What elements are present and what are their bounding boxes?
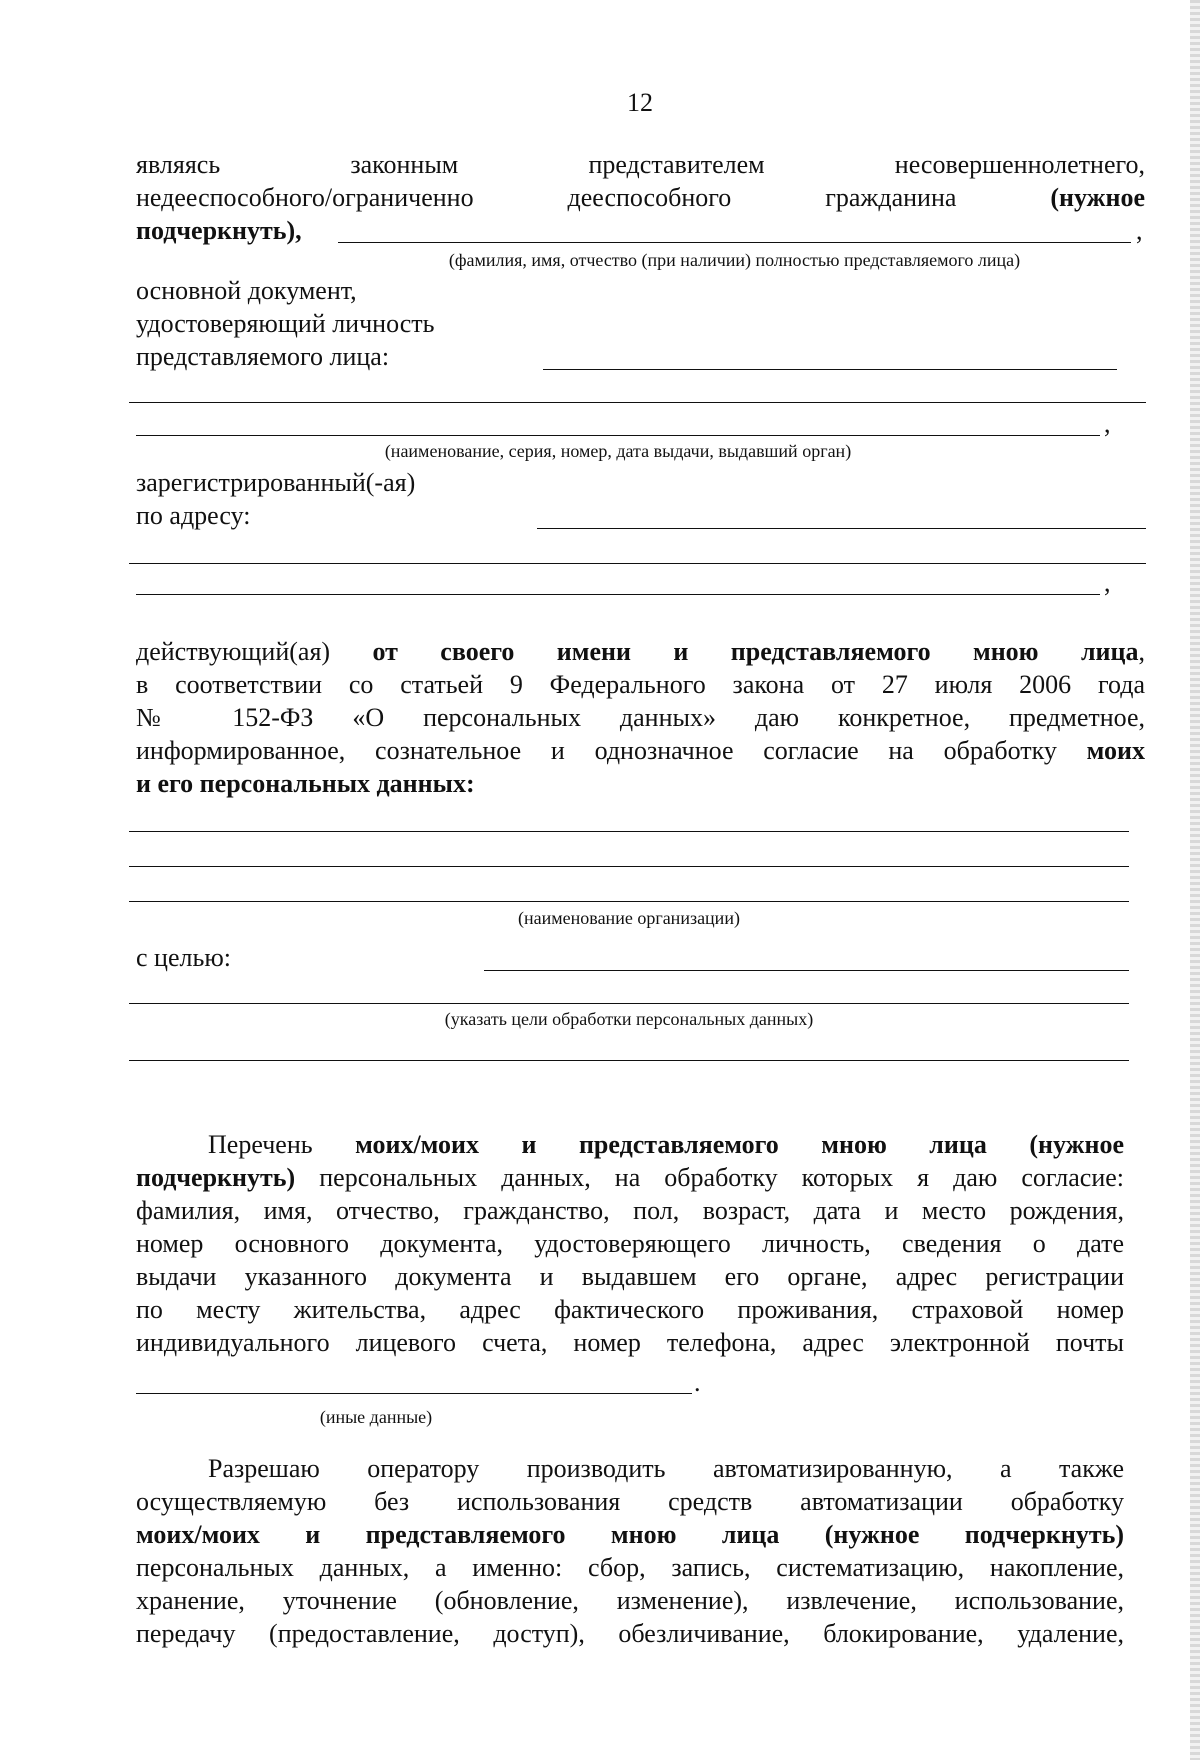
word: несовершеннолетнего,: [894, 150, 1145, 179]
word: гражданина: [825, 183, 957, 212]
doc-field-line2[interactable]: [129, 402, 1146, 403]
permit-line6: передачу (предоставление, доступ), обезличивание, блокирование, удаление,: [136, 1619, 1124, 1648]
para1-line2: [136, 181, 1145, 214]
doc-trailing-comma: ,: [1104, 409, 1111, 438]
doc-label-line3: представляемого лица:: [136, 342, 390, 371]
word: представителем: [588, 150, 765, 179]
list-line5: выдачи указанного документа и выдавшем его органе, адрес регистрации: [136, 1262, 1124, 1291]
word: дееспособного: [567, 183, 732, 212]
purpose-field-line1[interactable]: [484, 970, 1129, 971]
word: действующий(ая): [136, 637, 331, 666]
other-data-caption: (иные данные): [319, 1407, 433, 1427]
permit-line3: моих/моих и представляемого мною лица (нужное подчеркнуть): [136, 1520, 1124, 1549]
permit-line4: персональных данных, а именно: сбор, запись, систематизацию, накопление,: [136, 1553, 1124, 1582]
bold-word: подчеркнуть): [136, 1163, 296, 1192]
para1-bold-underline-note: подчеркнуть),: [136, 216, 302, 245]
list-line2: [136, 1161, 1124, 1194]
purpose-label: с целью:: [136, 943, 231, 972]
list-line3: фамилия, имя, отчество, гражданство, пол, возраст, дата и место рождения,: [136, 1196, 1124, 1225]
consent-line1: [136, 635, 1145, 668]
word: недееспособного/ограниченно: [136, 183, 474, 212]
word: являясь: [136, 150, 221, 179]
bold-word: моих: [1086, 736, 1146, 765]
doc-field-line1[interactable]: [543, 369, 1117, 370]
bold-note: (нужное: [1050, 183, 1145, 212]
list-line4: номер основного документа, удостоверяющего личность, сведения о дате: [136, 1229, 1124, 1258]
para1-line1: [136, 148, 1145, 181]
doc-field-line3[interactable]: [136, 435, 1100, 436]
fio-field-line[interactable]: [338, 242, 1131, 243]
purpose-field-line2[interactable]: [129, 1003, 1129, 1004]
word: Перечень: [208, 1130, 313, 1159]
other-data-period: .: [694, 1368, 701, 1397]
word: законным: [350, 150, 459, 179]
words: информированное, сознательное и однозначное согласие на обработку: [136, 736, 1057, 765]
org-caption: (наименование организации): [518, 908, 740, 928]
permit-line2: осуществляемую без использования средств автоматизации обработку: [136, 1487, 1124, 1516]
page-number: 12: [627, 88, 653, 117]
address-field-line3[interactable]: [136, 594, 1100, 595]
words: персональных данных, на обработку которых я даю согласие:: [319, 1163, 1125, 1192]
consent-line5: и его персональных данных:: [136, 769, 475, 798]
doc-caption: (наименование, серия, номер, дата выдачи, выдавший орган): [384, 441, 852, 461]
org-field-line1[interactable]: [129, 831, 1129, 832]
other-data-field-line[interactable]: [136, 1393, 692, 1394]
address-trailing-comma: ,: [1104, 568, 1111, 597]
consent-line3: № 152-ФЗ «О персональных данных» даю конкретное, предметное,: [136, 703, 1145, 732]
purpose-caption: (указать цели обработки персональных данных): [444, 1009, 814, 1029]
address-label-line1: зарегистрированный(-ая): [136, 468, 416, 497]
doc-label-line2: удостоверяющий личность: [136, 309, 435, 338]
address-field-line2[interactable]: [129, 563, 1146, 564]
comma: ,: [1138, 637, 1145, 666]
org-field-line3[interactable]: [129, 901, 1129, 902]
list-line7: индивидуального лицевого счета, номер телефона, адрес электронной почты: [136, 1328, 1124, 1357]
org-field-line2[interactable]: [129, 866, 1129, 867]
bold-phrase: моих/моих и представляемого мною лица (нужное: [355, 1130, 1125, 1159]
address-label-line2: по адресу:: [136, 501, 251, 530]
scan-edge: [1190, 0, 1200, 1760]
consent-line4: [136, 734, 1145, 767]
permit-line1: Разрешаю оператору производить автоматизированную, а также: [208, 1454, 1124, 1483]
address-field-line1[interactable]: [537, 528, 1146, 529]
fio-trailing-comma: ,: [1136, 216, 1143, 245]
consent-line2: в соответствии со статьей 9 Федерального закона от 27 июля 2006 года: [136, 670, 1145, 699]
purpose-field-line3[interactable]: [129, 1060, 1129, 1061]
list-line6: по месту жительства, адрес фактического проживания, страховой номер: [136, 1295, 1124, 1324]
fio-caption: (фамилия, имя, отчество (при наличии) полностью представляемого лица): [448, 250, 1021, 270]
bold-phrase: от своего имени и представляемого мною лица: [372, 637, 1139, 666]
list-line1: [208, 1128, 1124, 1161]
doc-label-line1: основной документ,: [136, 276, 357, 305]
permit-line5: хранение, уточнение (обновление, изменение), извлечение, использование,: [136, 1586, 1124, 1615]
